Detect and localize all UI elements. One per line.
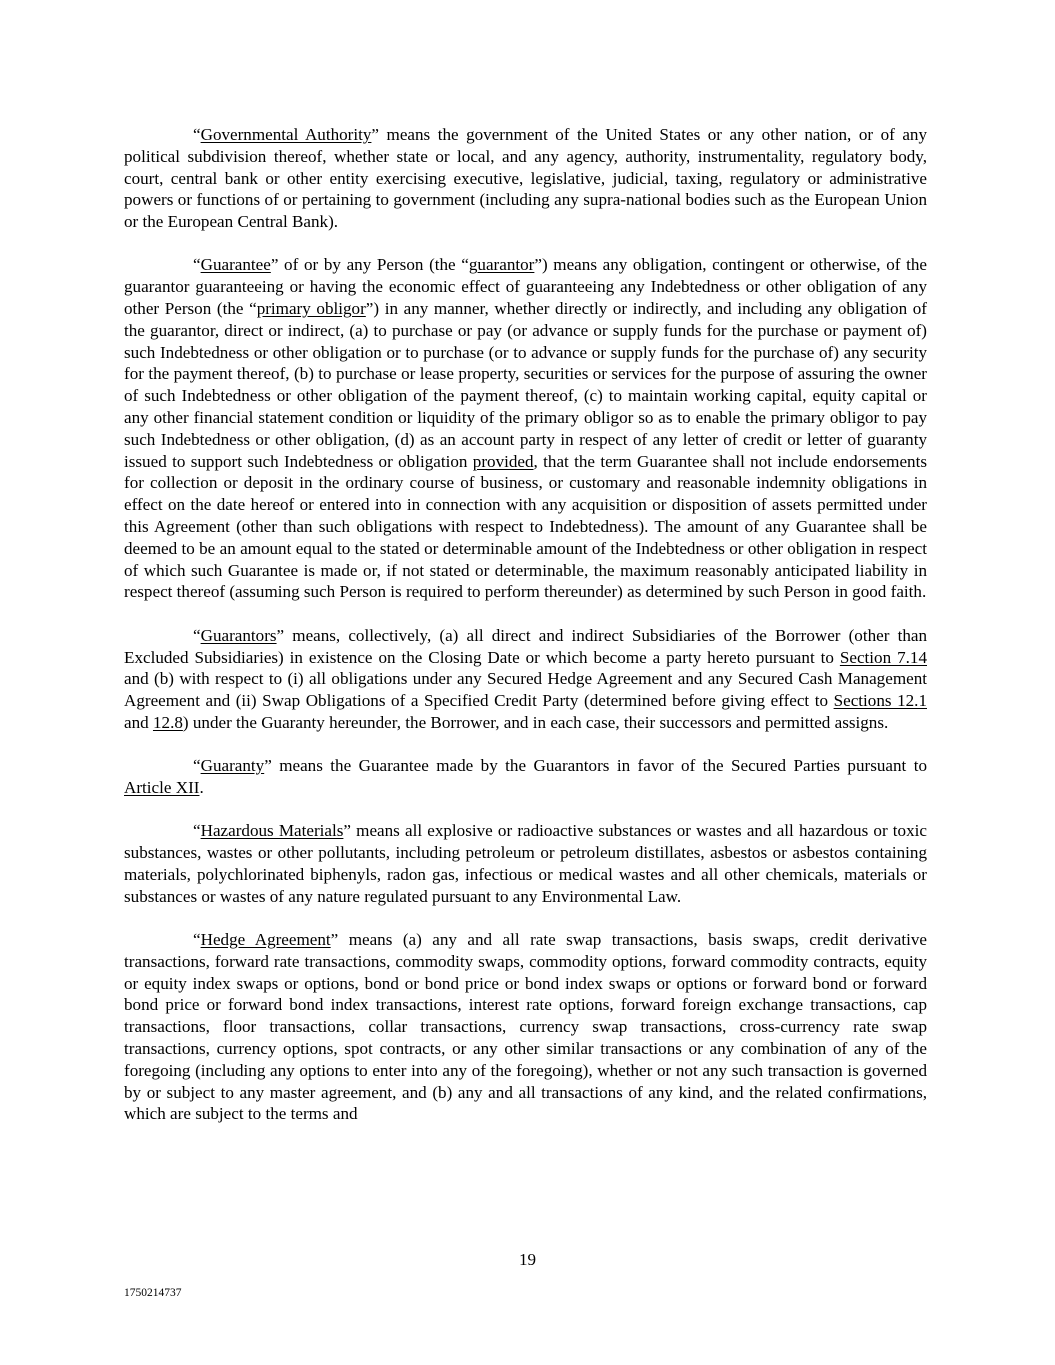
definition-paragraph-hedge-agreement: [124, 929, 927, 1125]
document-body: [124, 124, 927, 1147]
paragraph-text: ” means the Guarantee made by the Guarantors in favor of the Secured Parties pursuant to: [264, 756, 927, 776]
paragraph-text: ” means, collectively, (a) all direct and indirect Subsidiaries of the Borrower (other than Excluded Subsidiaries) in existence on the Closing Date or which become a party hereto pursuant to: [124, 625, 927, 667]
defined-term: Sections 12.1: [833, 691, 927, 711]
paragraph-text: ” means all explosive or radioactive substances or wastes and all hazardous or toxic substances, wastes or other pollutants, including petroleum or petroleum distillates, asbestos or asbestos containing materials, polychlorinated biphenyls, radon gas, infectious or medical wastes and all other chemicals, materials or substances or wastes of any nature regulated pursuant to any Environmental Law.: [124, 821, 927, 906]
defined-term: guarantor: [468, 255, 535, 275]
paragraph-text: ) under the Guaranty hereunder, the Borrower, and in each case, their successors and permitted assigns.: [182, 712, 889, 732]
paragraph-text: ” means the government of the United States or any other nation, or of any political subdivision thereof, whether state or local, and any agency, authority, instrumentality, regulatory body, court, central bank or other entity exercising executive, legislative, judicial, taxing, regulatory or administrative powers or functions of or pertaining to government (including any supra-national bodies such as the European Union or the European Central Bank).: [124, 125, 927, 232]
defined-term: Hazardous Materials: [200, 821, 344, 841]
defined-term: Governmental Authority: [200, 125, 372, 144]
defined-term: 12.8: [152, 712, 183, 732]
paragraph-text: “: [193, 255, 201, 275]
paragraph-text: “: [193, 625, 201, 645]
definition-paragraph-hazardous-materials: [124, 820, 927, 907]
defined-term: primary obligor: [256, 299, 366, 319]
paragraph-text: ”) in any manner, whether directly or indirectly, and including any obligation of the guarantor, direct or indirect, (a) to purchase or pay (or advance or supply funds for the purchase or payment of) such Indebtedness or other obligation or to purchase (or to advance or supply funds for the purchase of) any security for the payment thereof, (b) to purchase or lease property, securities or services for the purpose of assuring the owner of such Indebtedness or other obligation of the payment thereof, (c) to maintain working capital, equity capital or any other financial statement condition or liquidity of the primary obligor so as to enable the primary obligor to pay such Indebtedness or other obligation, (d) as an account party in respect of any letter of credit or letter of guaranty issued to support such Indebtedness or obligation: [124, 299, 927, 471]
paragraph-text: “: [193, 821, 201, 841]
defined-term: Hedge Agreement: [200, 930, 331, 949]
paragraph-text: “: [193, 930, 201, 949]
paragraph-text: “: [193, 756, 201, 776]
definition-paragraph-guarantee: [124, 254, 927, 603]
definition-paragraph-guaranty: [124, 755, 927, 799]
definition-paragraph-governmental-authority: [124, 124, 927, 233]
defined-term: Guarantors: [200, 625, 277, 645]
paragraph-text: .: [199, 778, 204, 798]
defined-term: Article XII: [124, 778, 200, 798]
defined-term: Guaranty: [200, 756, 265, 776]
paragraph-text: , that the term Guarantee shall not include endorsements for collection or deposit in the ordinary course of business, or customary and reasonable indemnity obligations in effect on the date hereof or entered into in connection with any acquisition or disposition of assets permitted under this Agreement (other than such obligations with respect to Indebtedness). The amount of any Guarantee shall be deemed to be an amount equal to the stated or determinable amount of the Indebtedness or other obligation in respect of which such Guarantee is made or, if not stated or determinable, the maximum reasonably anticipated liability in respect thereof (assuming such Person is required to perform thereunder) as determined by such Person in good faith.: [124, 451, 927, 602]
paragraph-text: ”) means any obligation, contingent or otherwise, of the guarantor guaranteeing or having the economic effect of guaranteeing any Indebtedness or other obligation of any other Person (the “: [124, 255, 927, 319]
paragraph-text: and (b) with respect to (i) all obligations under any Secured Hedge Agreement and any Secured Cash Management Agreement and (ii) Swap Obligations of a Specified Credit Party (determined before giving effect to: [124, 669, 927, 711]
definition-paragraph-guarantors: [124, 625, 927, 734]
paragraph-text: and: [124, 712, 153, 732]
defined-term: provided: [472, 451, 534, 471]
paragraph-text: ” means (a) any and all rate swap transactions, basis swaps, credit derivative transactions, forward rate transactions, commodity swaps, commodity options, forward commodity contracts, equity or equity index swaps or options, bond or bond price or bond index swaps or options or forward bond or forward bond price or forward bond index transactions, interest rate options, forward foreign exchange transactions, cap transactions, floor transactions, collar transactions, currency swap transactions, cross-currency rate swap transactions, currency options, spot contracts, or any other similar transactions or any combination of any of the foregoing (including any options to enter into any of the foregoing), whether or not any such transaction is governed by or subject to any master agreement, and (b) any and all transactions of any kind, and the related confirmations, which are subject to the terms and: [124, 930, 927, 1124]
document-id: 1750214737: [124, 1287, 182, 1299]
defined-term: Section 7.14: [839, 647, 927, 667]
paragraph-text: “: [193, 125, 201, 144]
defined-term: Guarantee: [200, 255, 271, 275]
paragraph-text: ” of or by any Person (the “: [270, 255, 469, 275]
page-number: 19: [518, 1250, 537, 1269]
